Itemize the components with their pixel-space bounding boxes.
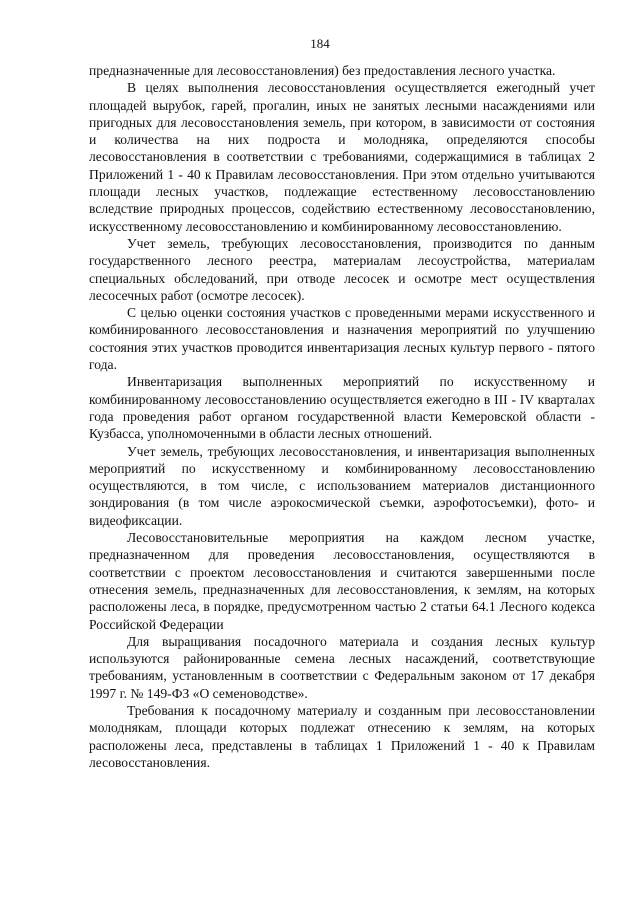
paragraph-annual-accounting: В целях выполнения лесовосстановления осуществляется ежегодный учет площадей вырубок, гарей, прогалин, иных не занятых лесными насаждениями или пригодных для лесовосстановления земель, при котором, в зависимости от состояния и количества на них подроста и молодняка, определяются способы лесовосстановления в соответствии с требованиями, содержащимися в таблицах 2 Приложений 1 - 40 к Правилам лесовосстановления. При этом отдельно учитываются площади лесных участков, подлежащие естественному лесовосстановлению вследствие природных процессов, содействию естественному лесовосстановлению, искусственному лесовосстановлению и комбинированному лесовосстановлению.	[89, 80, 595, 234]
paragraph-accounting-sources: Учет земель, требующих лесовосстановления, производится по данным государственного лесного реестра, материалам лесоустройства, материалам специальных обследований, при отводе лесосек и осмотре мест осуществления лесосечных работ (осмотре лесосек).	[89, 235, 595, 303]
paragraph-inventory-schedule: Инвентаризация выполненных мероприятий по искусственному и комбинированному лесовосстановлению осуществляется ежегодно в III - IV кварталах года проведения работ органом государственной власти Кемеровской области - Кузбасса, уполномоченными в области лесных отношений.	[89, 374, 595, 442]
paragraph-inventory-purpose: С целью оценки состояния участков с проведенными мерами искусственного и комбинированного лесовосстановления и назначения мероприятий по улучшению состояния этих участков проводится инвентаризация лесных культур первого - пятого года.	[89, 305, 595, 373]
paragraph-planting-material-requirements: Требования к посадочному материалу и созданным при лесовосстановлении молоднякам, площади которых подлежат отнесению к землям, на которых расположены леса, представлены в таблицах 1 Приложений 1 - 40 к Правилам лесовосстановления.	[89, 702, 595, 770]
page-number: 184	[310, 36, 330, 51]
paragraph-completion-criteria: Лесовосстановительные мероприятия на каждом лесном участке, предназначенном для проведения лесовосстановления, осуществляются в соответствии с проектом лесовосстановления и считаются завершенными после отнесения земель, предназначенных для лесовосстановления, к землям, на которых расположены леса, в порядке, предусмотренном частью 2 статьи 64.1 Лесного кодекса Российской Федерации	[89, 530, 595, 632]
paragraph-remote-sensing: Учет земель, требующих лесовосстановления, и инвентаризация выполненных мероприятий по искусственному и комбинированному лесовосстановлению осуществляются, в том числе, с использованием материалов дистанционного зондирования (в том числе аэрокосмической съемки, аэрофотосъемки), фото- и видеофиксации.	[89, 443, 595, 528]
page-body	[89, 62, 595, 771]
paragraph-seed-requirements: Для выращивания посадочного материала и создания лесных культур используются районированные семена лесных насаждений, соответствующие требованиям, установленным в соответствии с Федеральным законом от 17 декабря 1997 г. № 149-ФЗ «О семеноводстве».	[89, 633, 595, 701]
paragraph-continuation: предназначенные для лесовосстановления) без предоставления лесного участка.	[89, 63, 556, 78]
